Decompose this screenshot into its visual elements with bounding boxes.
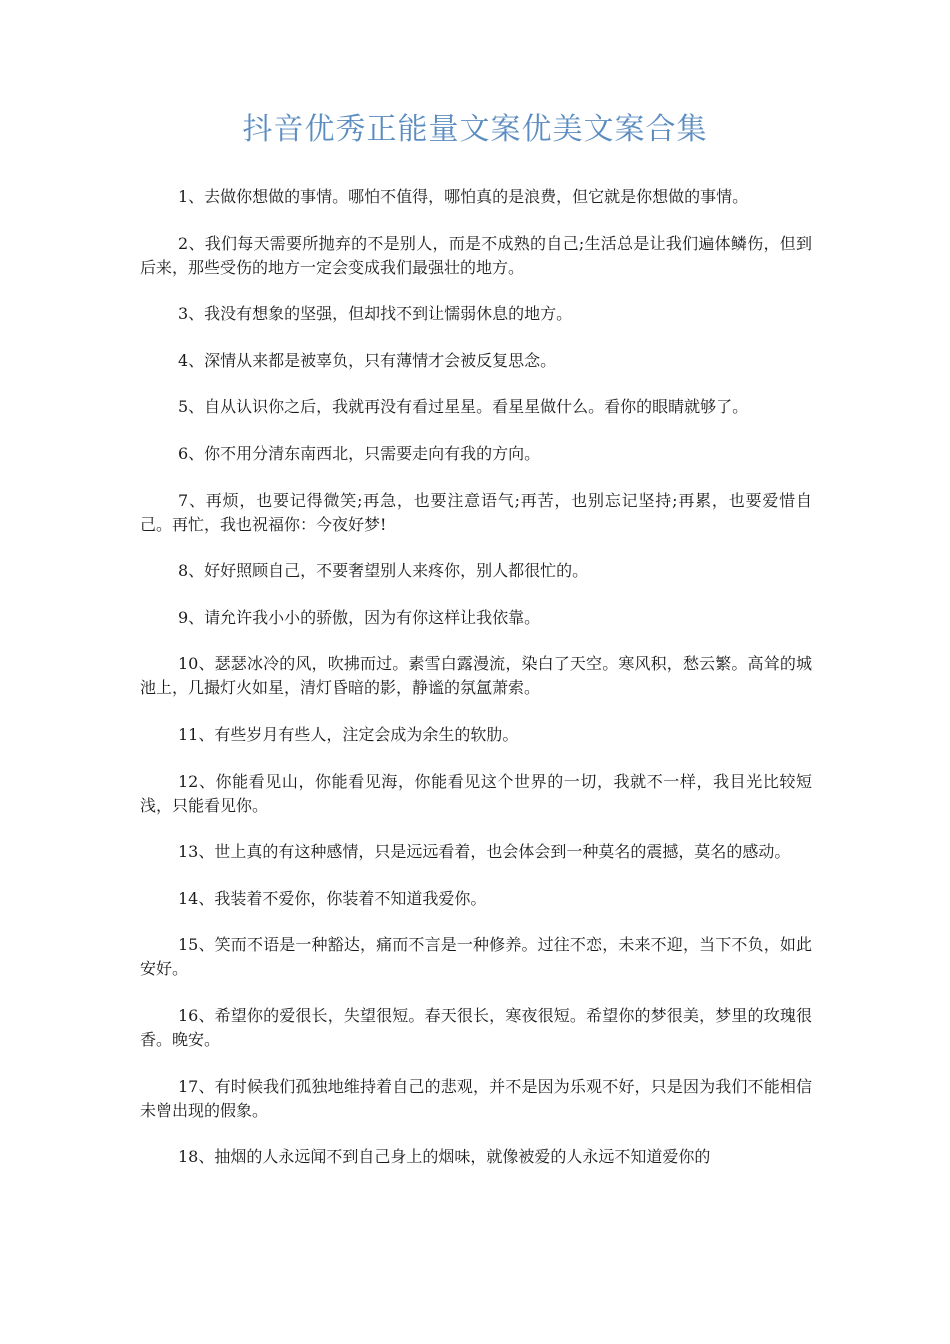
quote-item: 6、你不用分清东南西北，只需要走向有我的方向。 xyxy=(178,443,541,463)
quote-item: 11、有些岁月有些人，注定会成为余生的软肋。 xyxy=(178,724,519,744)
quote-item: 1、去做你想做的事情。哪怕不值得，哪怕真的是浪费，但它就是你想做的事情。 xyxy=(178,187,749,206)
quote-item: 13、世上真的有这种感情，只是远远看着，也会体会到一种莫名的震撼，莫名的感动。 xyxy=(178,842,791,862)
quote-item: 5、自从认识你之后，我就再没有看过星星。看星星做什么。看你的眼睛就够了。 xyxy=(178,397,749,417)
quote-item: 16、希望你的爱很长，失望很短。春天很长，寒夜很短。希望你的梦很美，梦里的玫瑰很香。晚安。 xyxy=(140,1005,812,1049)
quote-item: 12、你能看见山，你能看见海，你能看见这个世界的一切，我就不一样，我目光比较短浅，只能看见你。 xyxy=(140,771,812,815)
quote-item: 4、深情从来都是被辜负，只有薄情才会被反复思念。 xyxy=(178,350,557,370)
quote-list xyxy=(140,185,812,1192)
quote-item: 18、抽烟的人永远闻不到自己身上的烟味，就像被爱的人永远不知道爱你的 xyxy=(178,1147,711,1167)
quote-item: 9、请允许我小小的骄傲，因为有你这样让我依靠。 xyxy=(178,607,541,627)
quote-item: 10、瑟瑟冰冷的风，吹拂而过。素雪白露漫流，染白了天空。寒风积，愁云繁。高耸的城池上，几撮灯火如星，清灯昏暗的影，静谧的氛氲萧索。 xyxy=(140,654,812,698)
quote-item: 3、我没有想象的坚强，但却找不到让懦弱休息的地方。 xyxy=(178,304,573,324)
quote-item: 17、有时候我们孤独地维持着自己的悲观，并不是因为乐观不好，只是因为我们不能相信未曾出现的假象。 xyxy=(140,1076,812,1120)
quote-item: 14、我装着不爱你，你装着不知道我爱你。 xyxy=(178,888,487,908)
quote-item: 8、好好照顾自己，不要奢望别人来疼你，别人都很忙的。 xyxy=(178,561,589,581)
quote-item: 2、我们每天需要所抛弃的不是别人，而是不成熟的自己;生活总是让我们遍体鳞伤，但到后来，那些受伤的地方一定会变成我们最强壮的地方。 xyxy=(140,233,812,277)
document-title: 抖音优秀正能量文案优美文案合集 xyxy=(242,112,708,147)
quote-item: 15、笑而不语是一种豁达，痛而不言是一种修养。过往不恋，未来不迎，当下不负，如此安好。 xyxy=(140,935,812,979)
quote-item: 7、再烦，也要记得微笑;再急，也要注意语气;再苦，也别忘记坚持;再累，也要爱惜自己。再忙，我也祝福你：今夜好梦! xyxy=(140,490,812,534)
